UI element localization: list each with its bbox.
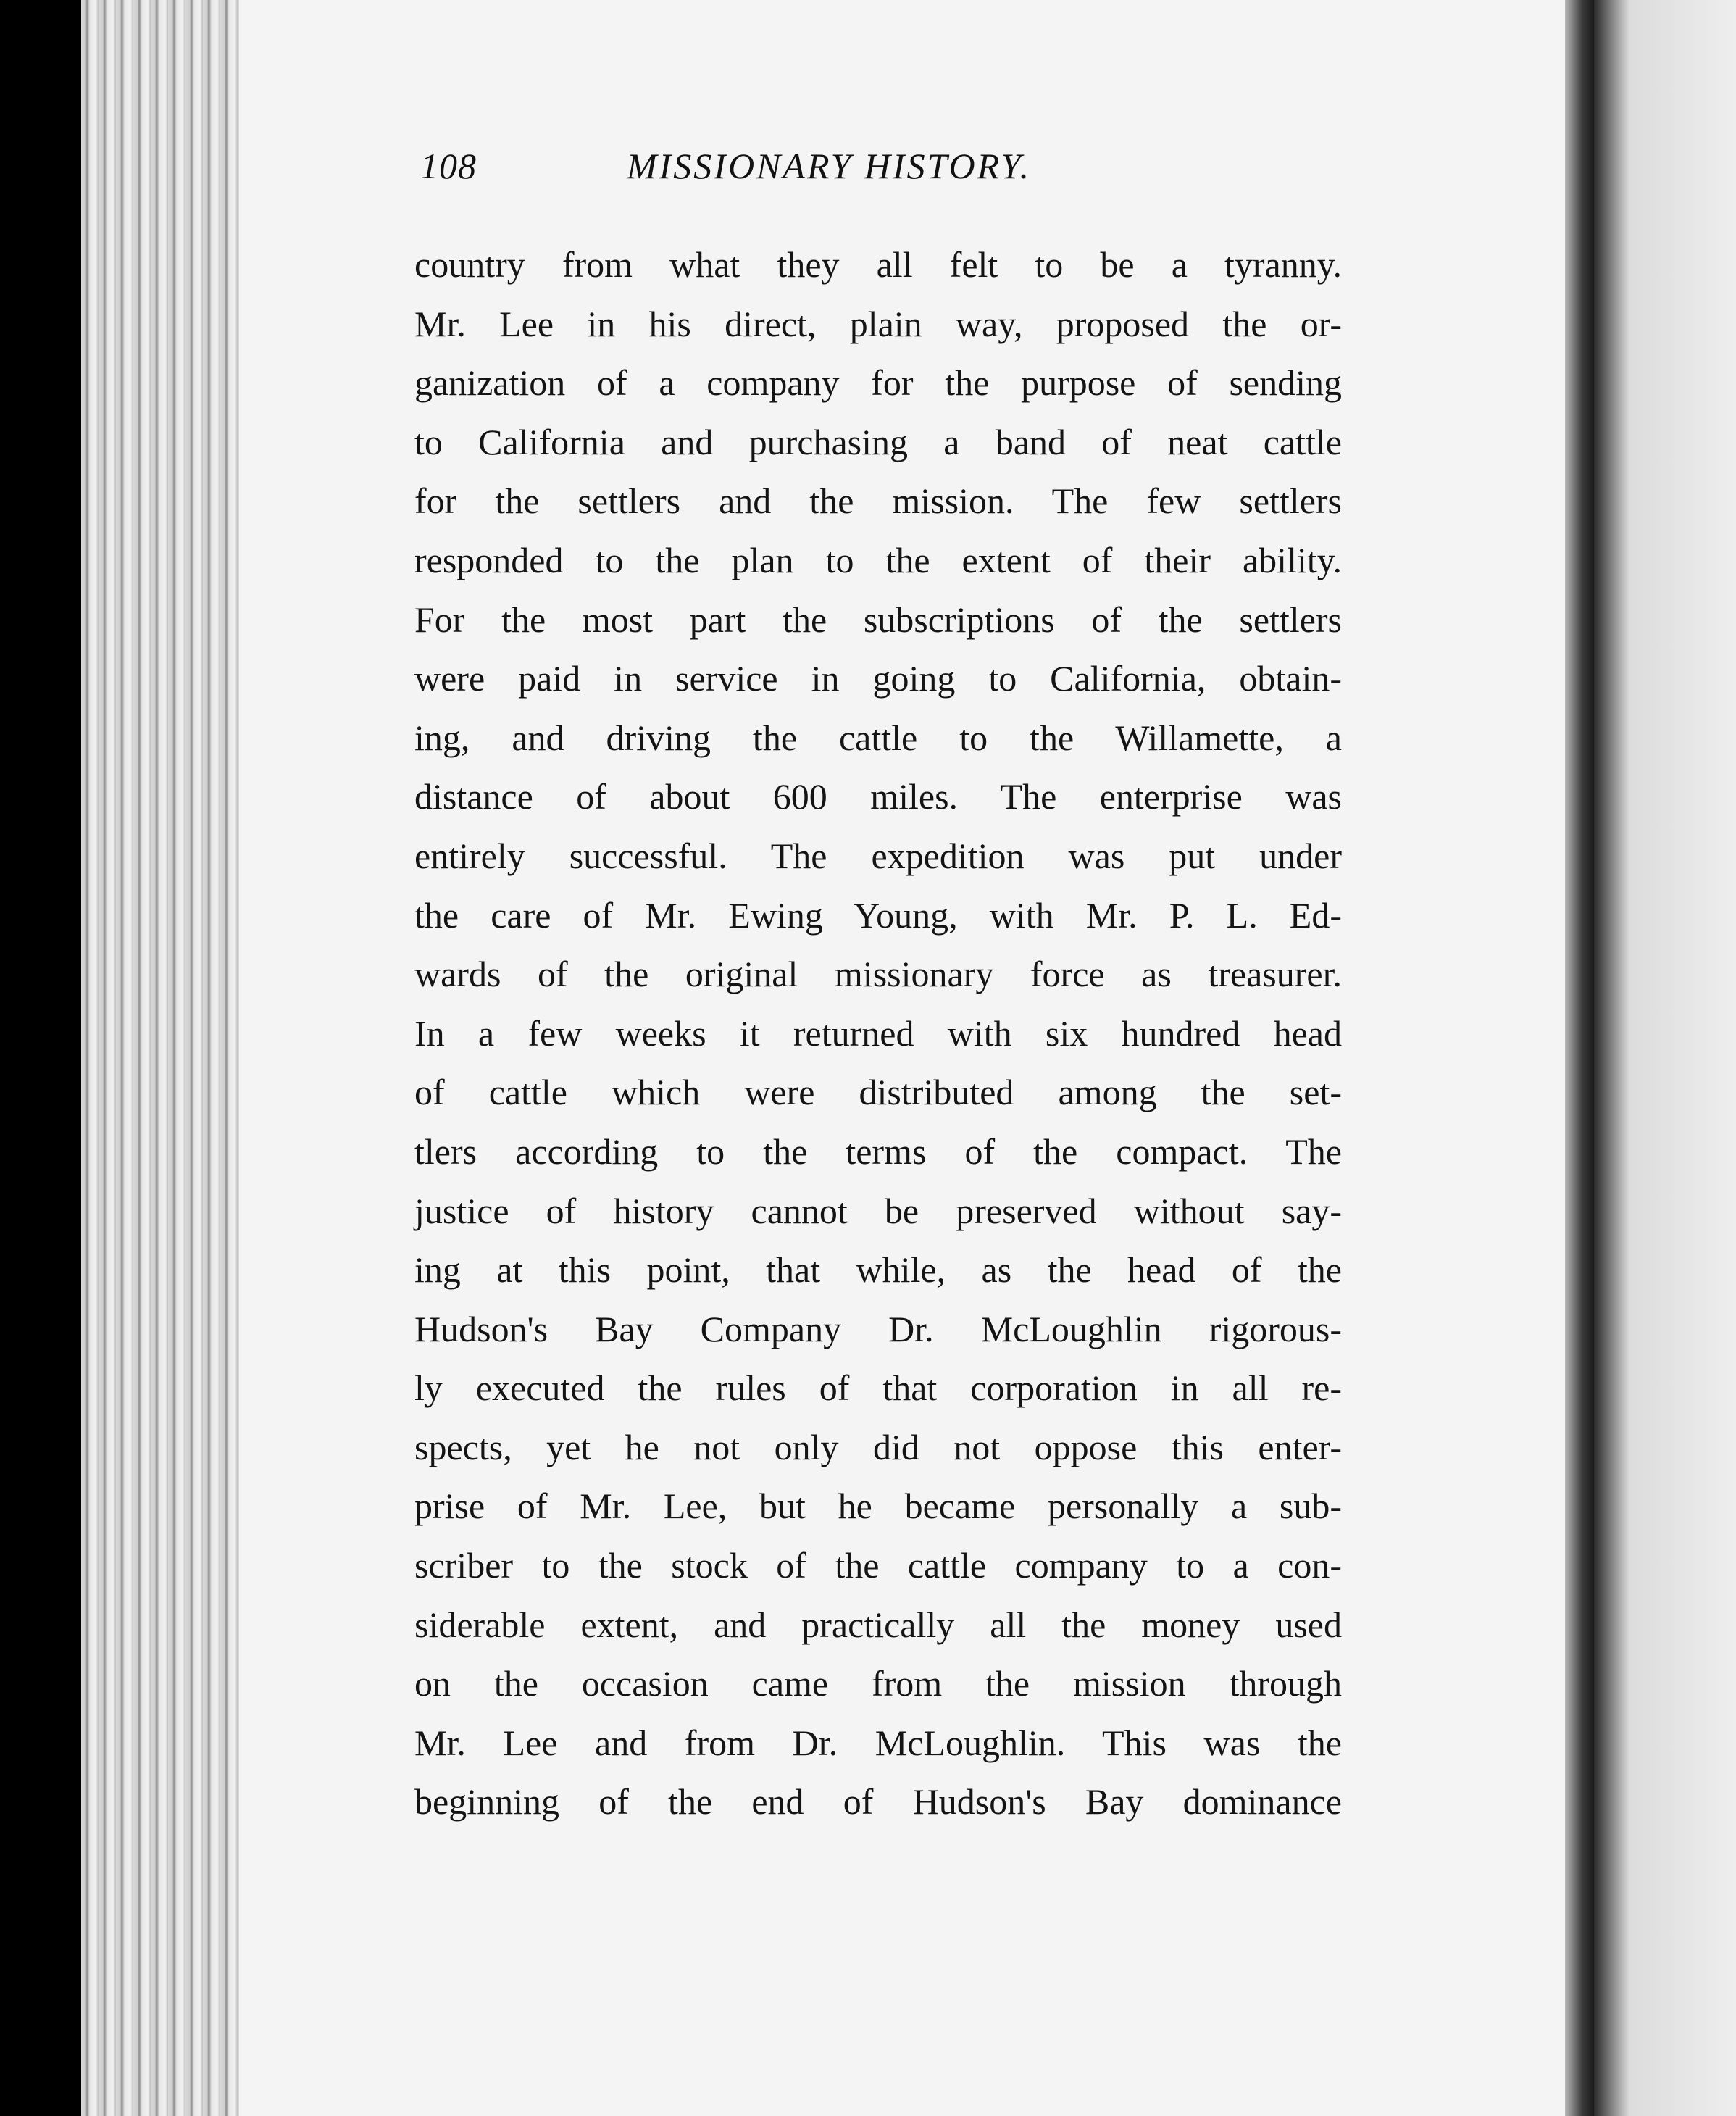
facing-page-edge — [1594, 0, 1736, 2116]
text-line: Mr. Lee and from Dr. McLoughlin. This was the — [414, 1722, 1342, 1763]
text-line: ly executed the rules of that corporation in all re- — [414, 1367, 1342, 1409]
text-line: of cattle which were distributed among the set- — [414, 1072, 1342, 1113]
running-header — [420, 145, 1348, 196]
body-text — [414, 236, 1342, 1832]
text-line: ing, and driving the cattle to the Willamette, a — [414, 717, 1342, 758]
text-line: country from what they all felt to be a tyranny. — [414, 244, 1342, 285]
page-number: 108 — [420, 146, 477, 186]
text-line: prise of Mr. Lee, but he became personally a sub- — [414, 1486, 1342, 1527]
text-line: to California and purchasing a band of neat cattle — [414, 421, 1342, 462]
text-line: beginning of the end of Hudson's Bay dominance — [414, 1781, 1342, 1823]
text-line: entirely successful. The expedition was put under — [414, 835, 1342, 876]
text-line: siderable extent, and practically all the money used — [414, 1604, 1342, 1645]
text-line: for the settlers and the mission. The few settlers — [414, 480, 1342, 522]
text-line: ganization of a company for the purpose of sending — [414, 362, 1342, 404]
text-line: Mr. Lee in his direct, plain way, proposed the or- — [414, 303, 1342, 344]
text-line: were paid in service in going to California, obtain- — [414, 658, 1342, 699]
text-line: on the occasion came from the mission through — [414, 1663, 1342, 1704]
text-line: scriber to the stock of the cattle company to a con- — [414, 1545, 1342, 1586]
text-line: ing at this point, that while, as the head of the — [414, 1249, 1342, 1291]
text-line: For the most part the subscriptions of the settlers — [414, 599, 1342, 640]
text-line: spects, yet he not only did not oppose this enter- — [414, 1426, 1342, 1467]
text-line: tlers according to the terms of the compact. The — [414, 1130, 1342, 1172]
text-line: responded to the plan to the extent of their ability. — [414, 539, 1342, 580]
text-line: the care of Mr. Ewing Young, with Mr. P. L. Ed- — [414, 894, 1342, 936]
text-line: justice of history cannot be preserved without say- — [414, 1190, 1342, 1231]
running-title: MISSIONARY HISTORY. — [627, 146, 1032, 186]
gutter-shadow — [1565, 0, 1594, 2116]
text-line: wards of the original missionary force as treasurer. — [414, 954, 1342, 995]
text-line: In a few weeks it returned with six hundred head — [414, 1012, 1342, 1054]
text-line: distance of about 600 miles. The enterprise was — [414, 776, 1342, 817]
stacked-page-edges — [81, 0, 248, 2116]
text-line: Hudson's Bay Company Dr. McLoughlin rigorous- — [414, 1308, 1342, 1349]
